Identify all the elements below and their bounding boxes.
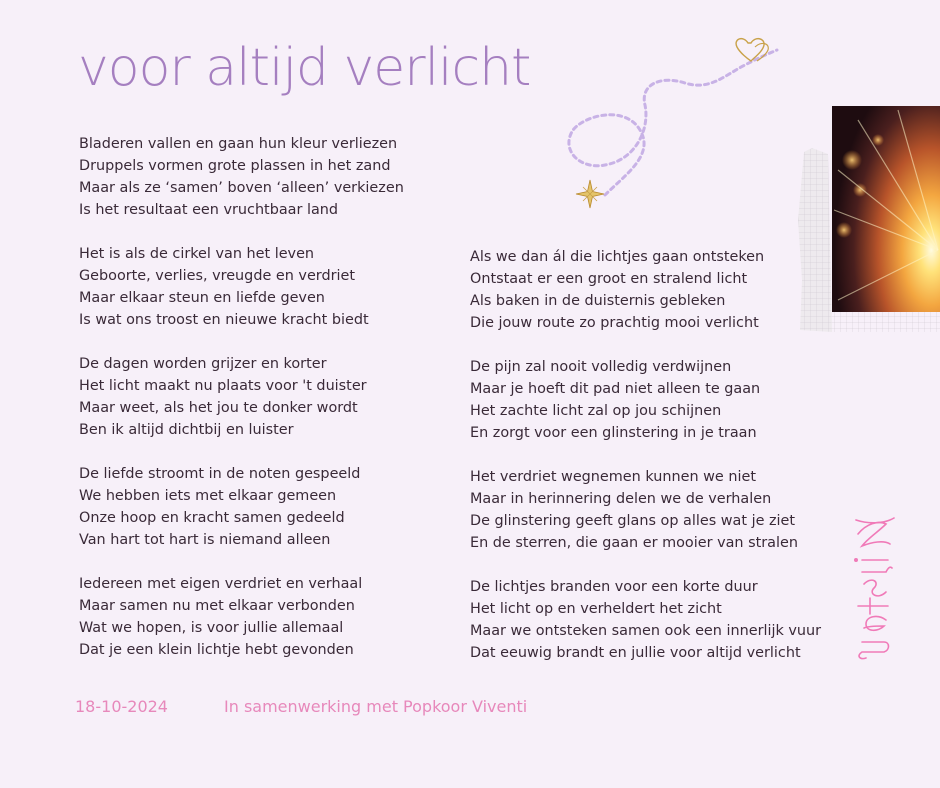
dashed-heart-path-decoration bbox=[565, 35, 795, 215]
poem-stanza bbox=[470, 466, 821, 554]
poem-line: Maar als ze ‘samen’ boven ‘alleen’ verkiezen bbox=[79, 180, 404, 196]
poem-line: Maar je hoeft dit pad niet alleen te gaan bbox=[470, 381, 761, 397]
poem-line: Dat je een klein lichtje hebt gevonden bbox=[79, 642, 354, 658]
poem-left-column bbox=[79, 133, 404, 683]
poem-line: En zorgt voor een glinstering in je traan bbox=[470, 425, 757, 441]
poem-line: En de sterren, die gaan er mooier van stralen bbox=[470, 535, 798, 551]
poem-line: Het licht maakt nu plaats voor 't duister bbox=[79, 378, 367, 394]
poem-stanza bbox=[79, 573, 404, 661]
poem-line: Als baken in de duisternis gebleken bbox=[470, 293, 726, 309]
poem-line: Onze hoop en kracht samen gedeeld bbox=[79, 510, 345, 526]
poem-line: De dagen worden grijzer en korter bbox=[79, 356, 327, 372]
poem-stanza bbox=[470, 356, 821, 444]
poem-line: De liefde stroomt in de noten gespeeld bbox=[79, 466, 361, 482]
poem-stanza bbox=[79, 133, 404, 221]
poem-line: Maar we ontsteken samen ook een innerlijk vuur bbox=[470, 623, 822, 639]
poem-line: Het verdriet wegnemen kunnen we niet bbox=[470, 469, 756, 485]
page-title: voor altijd verlicht bbox=[78, 38, 531, 98]
sparkle-star-icon bbox=[576, 180, 604, 208]
poem-stanza bbox=[79, 243, 404, 331]
poem-line: Ontstaat er een groot en stralend licht bbox=[470, 271, 748, 287]
poem-line: Is wat ons troost en nieuwe kracht biedt bbox=[79, 312, 369, 328]
poem-line: Van hart tot hart is niemand alleen bbox=[79, 532, 331, 548]
poem-line: We hebben iets met elkaar gemeen bbox=[79, 488, 337, 504]
poem-line: De lichtjes branden voor een korte duur bbox=[470, 579, 758, 595]
poem-line: De pijn zal nooit volledig verdwijnen bbox=[470, 359, 732, 375]
heart-icon bbox=[736, 39, 768, 61]
poem-line: Maar elkaar steun en liefde geven bbox=[79, 290, 325, 306]
poem-line: Maar in herinnering delen we de verhalen bbox=[470, 491, 772, 507]
poem-line: Geboorte, verlies, vreugde en verdriet bbox=[79, 268, 356, 284]
poem-line: Wat we hopen, is voor jullie allemaal bbox=[79, 620, 344, 636]
footer-date: 18-10-2024 bbox=[75, 697, 168, 716]
footer-collaboration: In samenwerking met Popkoor Viventi bbox=[224, 697, 528, 716]
poem-line: Het licht op en verheldert het zicht bbox=[470, 601, 722, 617]
poem-stanza bbox=[470, 576, 821, 664]
poem-line: Als we dan ál die lichtjes gaan ontsteken bbox=[470, 249, 765, 265]
poem-line: Bladeren vallen en gaan hun kleur verliezen bbox=[79, 136, 398, 152]
poem-right-column bbox=[470, 246, 821, 686]
poem-line: Druppels vormen grote plassen in het zand bbox=[79, 158, 391, 174]
poem-line: Maar weet, als het jou te donker wordt bbox=[79, 400, 358, 416]
poem-line: Het is als de cirkel van het leven bbox=[79, 246, 315, 262]
poem-line: Iedereen met eigen verdriet en verhaal bbox=[79, 576, 363, 592]
poem-line: Dat eeuwig brandt en jullie voor altijd verlicht bbox=[470, 645, 801, 661]
signature-kirsten bbox=[848, 510, 898, 660]
poem-stanza bbox=[79, 353, 404, 441]
poem-stanza bbox=[470, 246, 821, 334]
poem-line: Maar samen nu met elkaar verbonden bbox=[79, 598, 355, 614]
poem-line: Ben ik altijd dichtbij en luister bbox=[79, 422, 294, 438]
poem-line: Het zachte licht zal op jou schijnen bbox=[470, 403, 722, 419]
poem-line: Is het resultaat een vruchtbaar land bbox=[79, 202, 339, 218]
poem-line: De glinstering geeft glans op alles wat je ziet bbox=[470, 513, 796, 529]
poem-line: Die jouw route zo prachtig mooi verlicht bbox=[470, 315, 759, 331]
poem-stanza bbox=[79, 463, 404, 551]
light-burst-photo bbox=[798, 100, 940, 332]
